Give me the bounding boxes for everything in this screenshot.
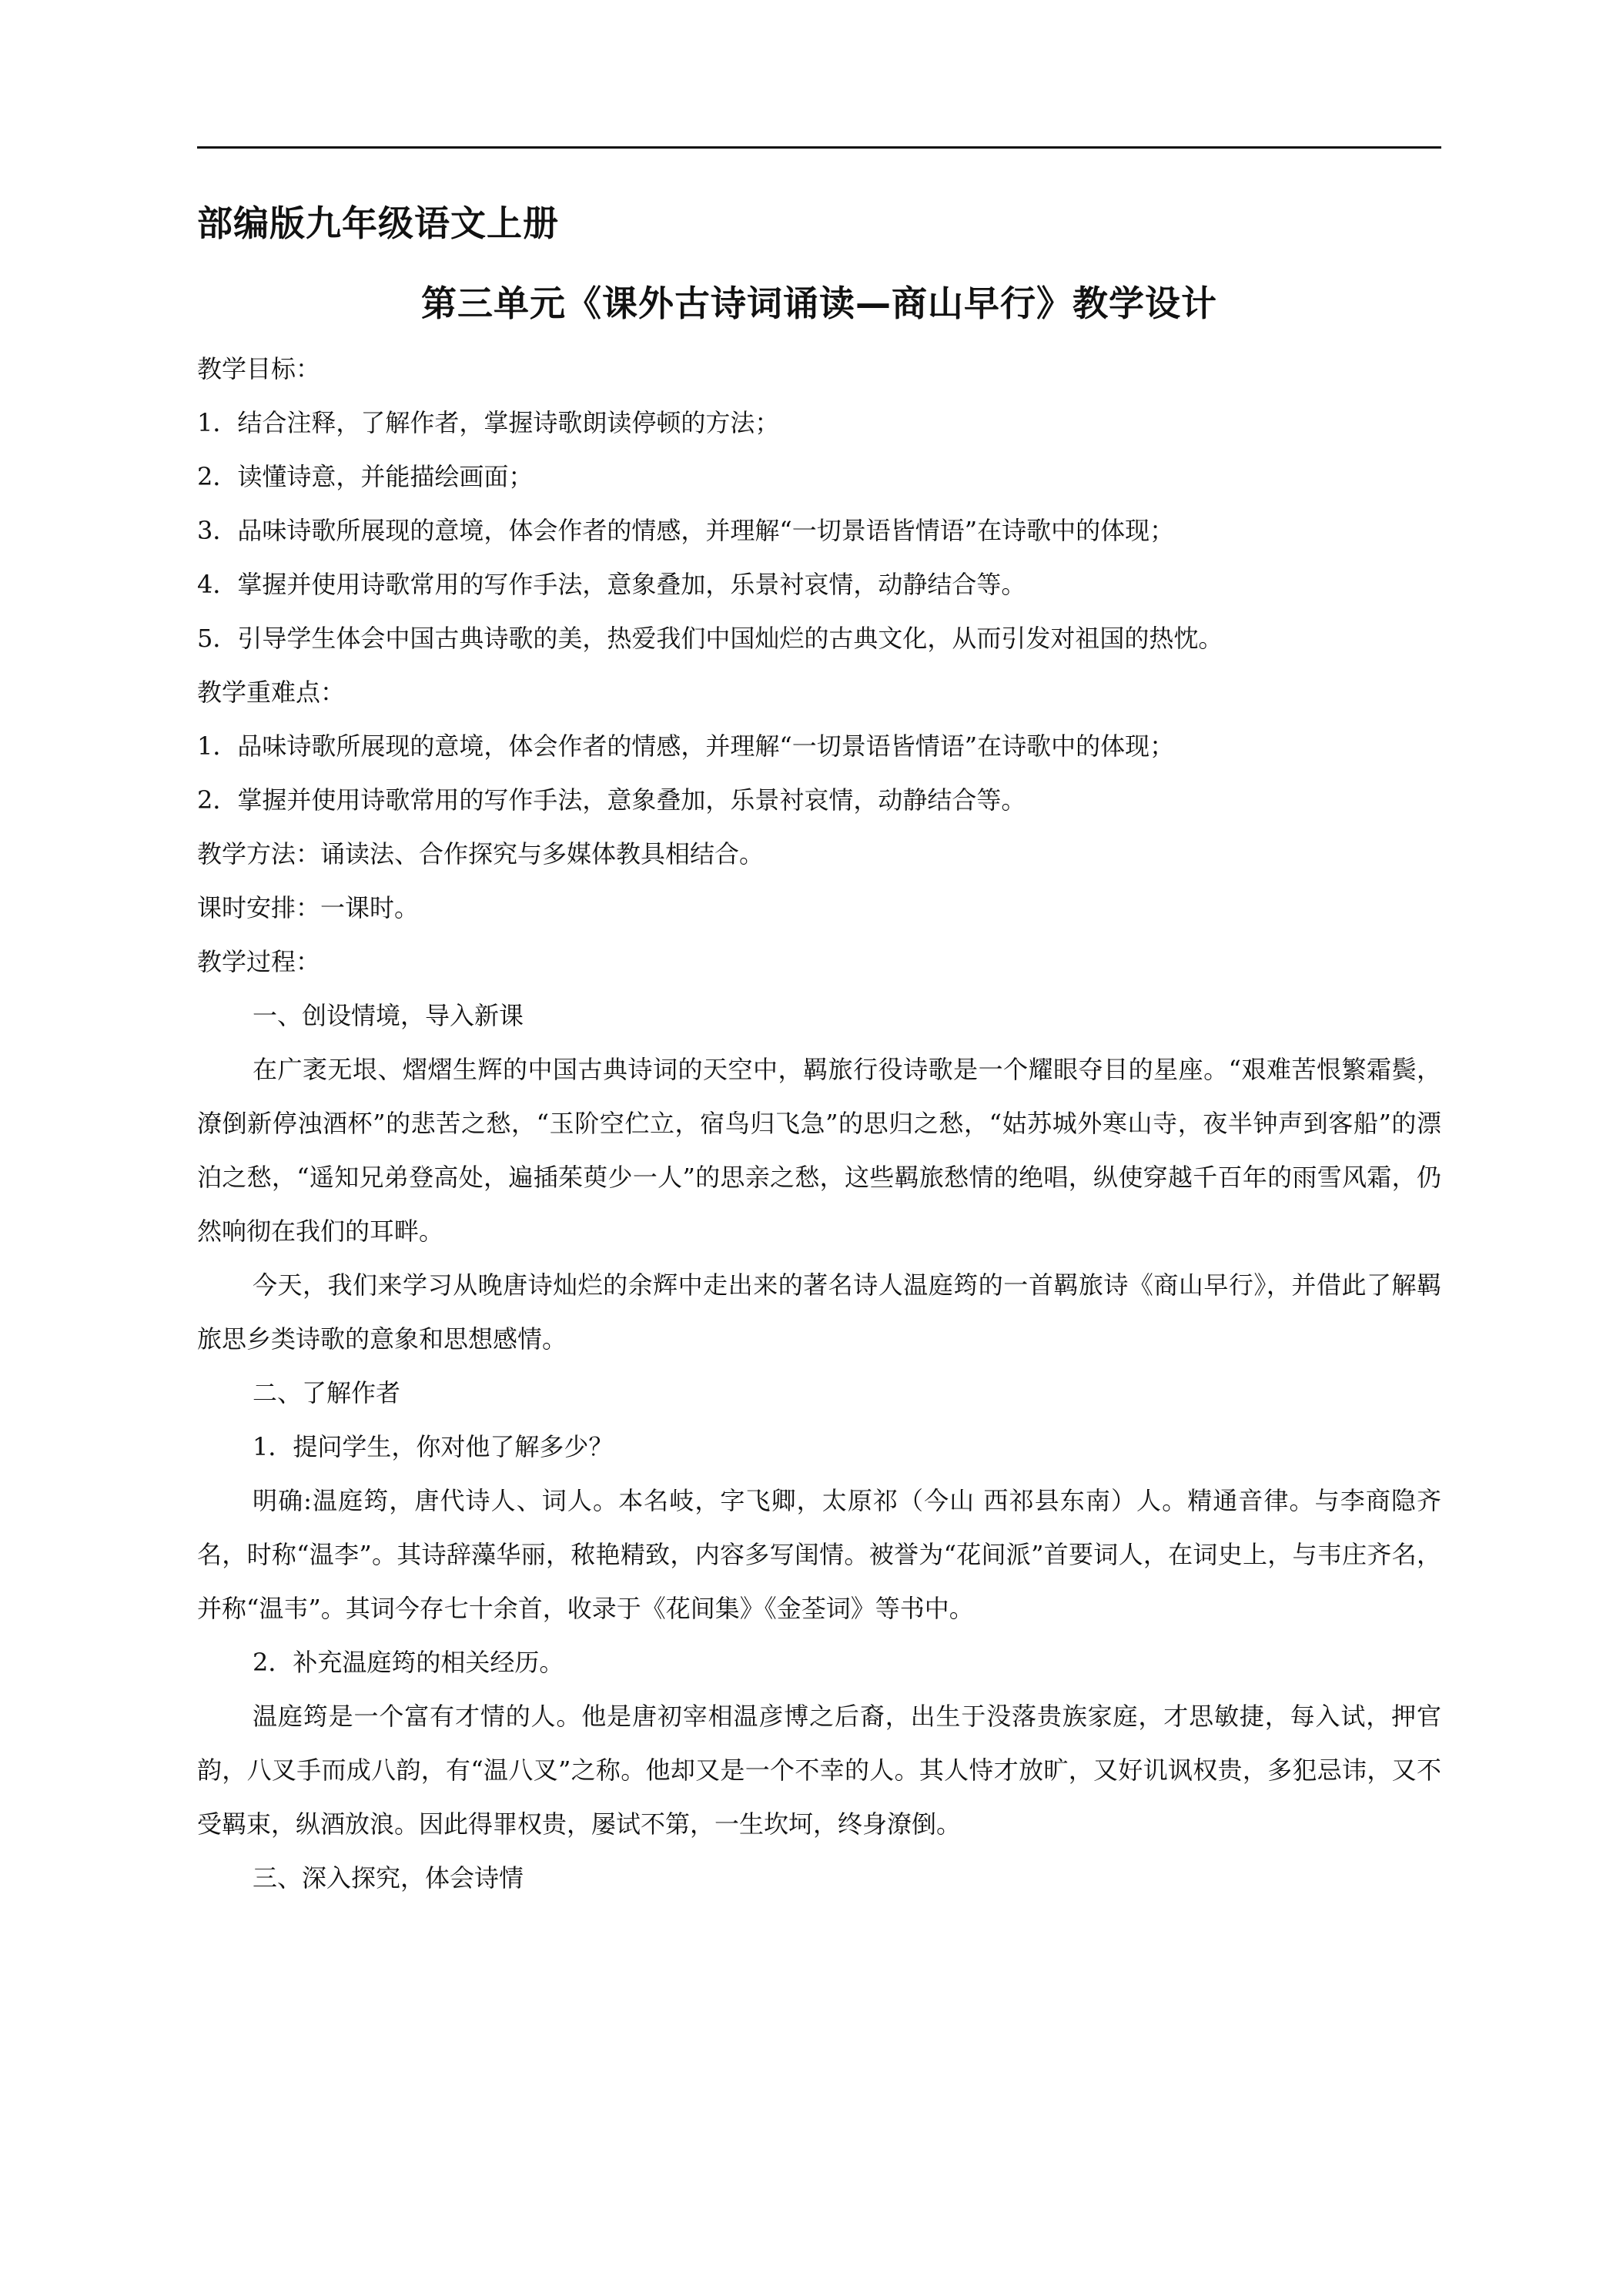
objective-item: 3．品味诗歌所展现的意境，体会作者的情感，并理解“一切景语皆情语”在诗歌中的体现； xyxy=(197,516,1175,545)
section-paragraph: 今天，我们来学习从晚唐诗灿烂的余辉中走出来的著名诗人温庭筠的一首羁旅诗《商山早行》，并借此了解羁旅思乡类诗歌的意象和思想感情。 xyxy=(197,1270,1441,1354)
teaching-method: 教学方法：诵读法、合作探究与多媒体教具相结合。 xyxy=(197,839,765,869)
section-heading: 三、深入探究，体会诗情 xyxy=(253,1863,524,1893)
key-points-heading: 教学重难点： xyxy=(197,678,346,707)
document-subtitle: 第三单元《课外古诗词诵读—商山早行》教学设计 xyxy=(421,283,1217,324)
process-heading: 教学过程： xyxy=(197,947,321,976)
question-line: 1．提问学生，你对他了解多少？ xyxy=(253,1432,614,1461)
key-point-item: 2．掌握并使用诗歌常用的写作手法，意象叠加，乐景衬哀情，动静结合等。 xyxy=(197,785,1026,815)
objective-item: 1．结合注释，了解作者，掌握诗歌朗读停顿的方法； xyxy=(197,408,780,437)
objective-item: 4．掌握并使用诗歌常用的写作手法，意象叠加，乐景衬哀情，动静结合等。 xyxy=(197,570,1026,599)
document-body xyxy=(197,154,1441,1905)
objectives-heading: 教学目标： xyxy=(197,354,321,383)
section-paragraph: 在广袤无垠、熠熠生辉的中国古典诗词的天空中，羁旅行役诗歌是一个耀眼夺目的星座。“艰难苦恨繁霜鬓，潦倒新停浊酒杯”的悲苦之愁，“玉阶空伫立，宿鸟归飞急”的思归之愁，“姑苏城外寒山寺，夜半钟声到客船”的漂泊之愁，“遥知兄弟登高处，遍插茱萸少一人”的思亲之愁，这些羁旅愁情的绝唱，纵使穿越千百年的雨雪风霜，仍然响彻在我们的耳畔。 xyxy=(197,1055,1441,1246)
document-title: 部编版九年级语文上册 xyxy=(197,202,559,244)
answer-paragraph: 明确:温庭筠，唐代诗人、词人。本名岐，字飞卿，太原祁（今山 西祁县东南）人。精通音律。与李商隐齐名，时称“温李”。其诗辞藻华丽，秾艳精致，内容多写闺情。被誉为“花间派”首要词人，在词史上，与韦庄齐名，并称“温韦”。其词今存七十余首，收录于《花间集》《金荃词》等书中。 xyxy=(197,1486,1441,1623)
section-heading: 一、创设情境，导入新课 xyxy=(253,1001,524,1030)
objective-item: 5．引导学生体会中国古典诗歌的美，热爱我们中国灿烂的古典文化，从而引发对祖国的热忱。 xyxy=(197,624,1223,653)
answer-paragraph: 温庭筠是一个富有才情的人。他是唐初宰相温彦博之后裔，出生于没落贵族家庭，才思敏捷，每入试，押官韵，八叉手而成八韵，有“温八叉”之称。他却又是一个不幸的人。其人恃才放旷，又好讥讽权贵，多犯忌讳，又不受羁束，纵酒放浪。因此得罪权贵，屡试不第，一生坎坷，终身潦倒。 xyxy=(197,1702,1441,1839)
key-point-item: 1．品味诗歌所展现的意境，体会作者的情感，并理解“一切景语皆情语”在诗歌中的体现； xyxy=(197,731,1175,761)
objective-item: 2．读懂诗意，并能描绘画面； xyxy=(197,462,534,491)
header-rule xyxy=(197,146,1441,149)
section-heading: 二、了解作者 xyxy=(253,1378,401,1407)
question-line: 2．补充温庭筠的相关经历。 xyxy=(253,1648,564,1677)
class-schedule: 课时安排：一课时。 xyxy=(197,893,420,922)
